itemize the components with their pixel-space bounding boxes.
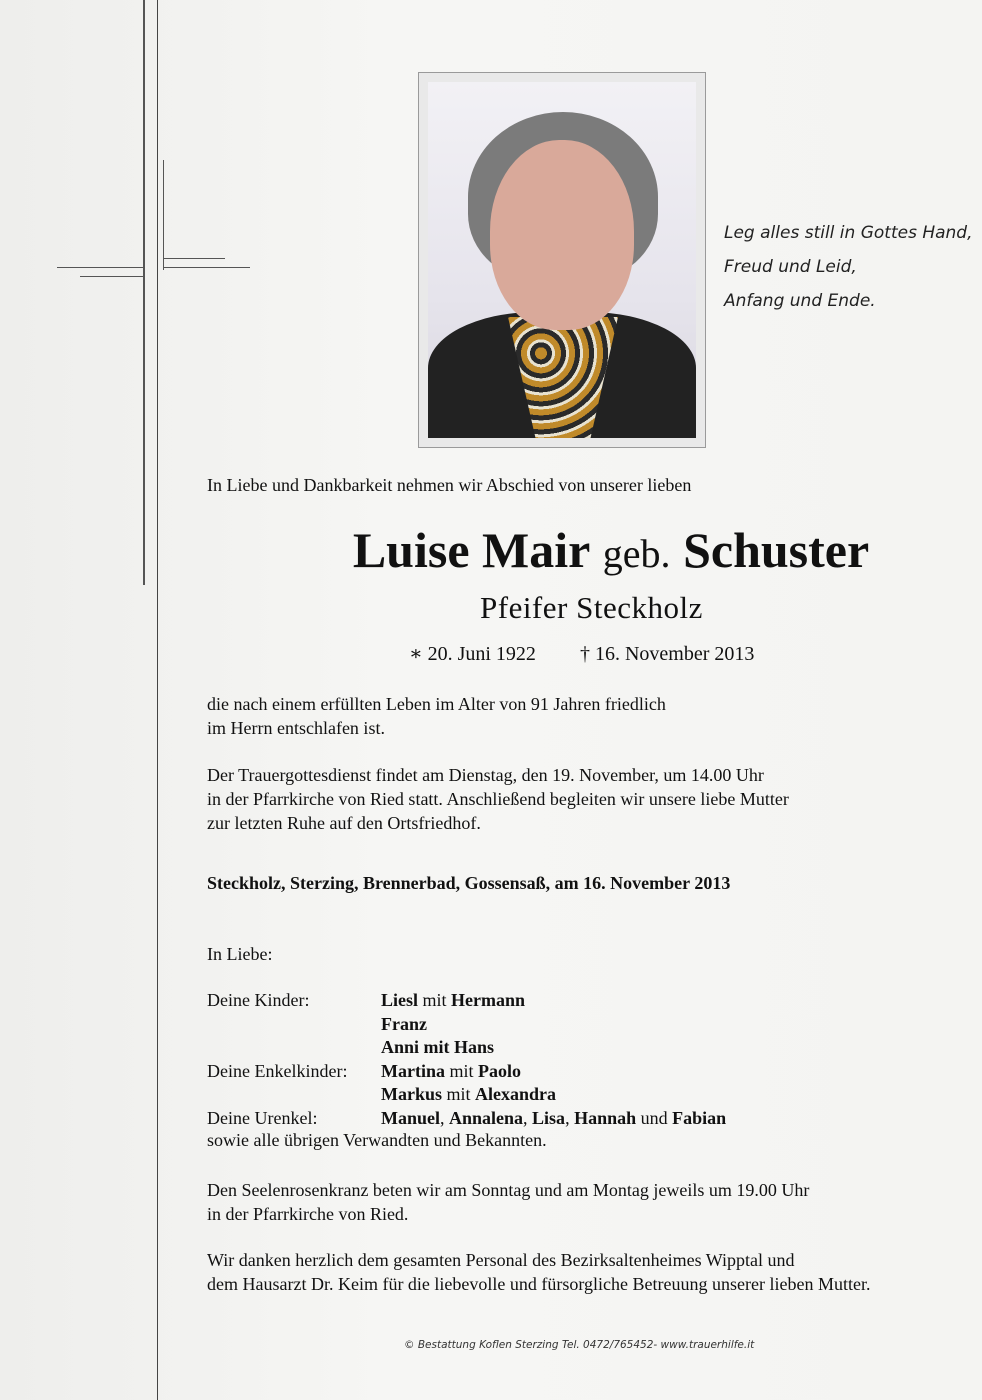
paragraph-line: Der Trauergottesdienst findet am Dienstag, den 19. November, um 14.00 Uhr (207, 765, 764, 785)
birth-date: ∗ 20. Juni 1922 (409, 643, 536, 665)
paragraph-line: die nach einem erfüllten Leben im Alter von 91 Jahren friedlich (207, 694, 666, 714)
children-label: Deine Kinder: (207, 990, 310, 1010)
margin-rule-left (143, 0, 145, 585)
child-name: Liesl (381, 990, 419, 1010)
footer-credit: © Bestattung Koflen Sterzing Tel. 0472/765452- www.trauerhilfe.it (404, 1339, 755, 1351)
connector: mit (442, 1084, 476, 1104)
verse-line: Freud und Leid, (724, 257, 857, 277)
separator: , (523, 1107, 533, 1128)
paragraph-line: in der Pfarrkirche von Ried statt. Anschließend begleiten wir unsere liebe Mutter (207, 789, 789, 809)
name-geb: geb. (602, 531, 671, 576)
partner-name: Paolo (478, 1060, 521, 1081)
margin-rule-right (157, 0, 158, 1400)
portrait-photo (428, 82, 696, 438)
verse-quote (724, 216, 974, 318)
great-grandchild-name: Annalena (449, 1107, 524, 1128)
portrait-frame (418, 72, 706, 448)
great-grandchild-name: Manuel (381, 1107, 441, 1128)
separator: und (636, 1107, 673, 1128)
great-grandchildren-label: Deine Urenkel: (207, 1107, 318, 1128)
paragraph-line: dem Hausarzt Dr. Keim für die liebevolle und fürsorgliche Betreuung unserer lieben Mutter. (207, 1274, 871, 1294)
separator: , (565, 1107, 575, 1128)
paragraph-line: zur letzten Ruhe auf den Ortsfriedhof. (207, 813, 481, 833)
paragraph-line: Wir danken herzlich dem gesamten Personal des Bezirksaltenheimes Wipptal und (207, 1250, 795, 1270)
great-grandchild-name: Hannah (574, 1107, 637, 1128)
paragraph-line: in der Pfarrkirche von Ried. (207, 1204, 409, 1224)
paragraph-line: im Herrn entschlafen ist. (207, 718, 385, 738)
child-name: Anni mit Hans (381, 1037, 495, 1057)
child-name: Franz (381, 1013, 427, 1034)
partner-name: Alexandra (475, 1084, 557, 1104)
paragraph-passing (207, 692, 666, 740)
paragraph-funeral (207, 763, 789, 835)
great-grandchild-name: Fabian (672, 1107, 727, 1128)
connector: mit (418, 990, 452, 1010)
verse-line: Leg alles still in Gottes Hand, (724, 223, 973, 243)
deceased-name (0, 520, 982, 584)
grandchildren-label: Deine Enkelkinder: (207, 1060, 348, 1081)
house-name: Pfeifer Steckholz (480, 590, 703, 625)
verse-line: Anfang und Ende. (724, 291, 876, 311)
intro-text: In Liebe und Dankbarkeit nehmen wir Abschied von unserer lieben (207, 475, 692, 495)
death-date: † 16. November 2013 (579, 643, 755, 665)
paragraph-thanks (207, 1248, 870, 1296)
great-grandchild-name: Lisa (532, 1107, 566, 1128)
in-liebe-label: In Liebe: (207, 944, 273, 964)
name-first-last: Luise Mair (352, 522, 591, 578)
place-date: Steckholz, Sterzing, Brennerbad, Gossensaß, am 16. November 2013 (207, 873, 731, 893)
paragraph-rosary (207, 1178, 809, 1226)
connector: mit (444, 1060, 478, 1081)
separator: , (440, 1107, 450, 1128)
other-relatives: sowie alle übrigen Verwandten und Bekannten. (207, 1130, 547, 1150)
partner-name: Hermann (451, 990, 526, 1010)
life-dates (409, 641, 754, 667)
grandchild-name: Martina (381, 1060, 445, 1081)
grandchild-name: Markus (381, 1084, 443, 1104)
name-maiden: Schuster (683, 522, 870, 578)
paragraph-line: Den Seelenrosenkranz beten wir am Sonntag und am Montag jeweils um 19.00 Uhr (207, 1180, 810, 1200)
